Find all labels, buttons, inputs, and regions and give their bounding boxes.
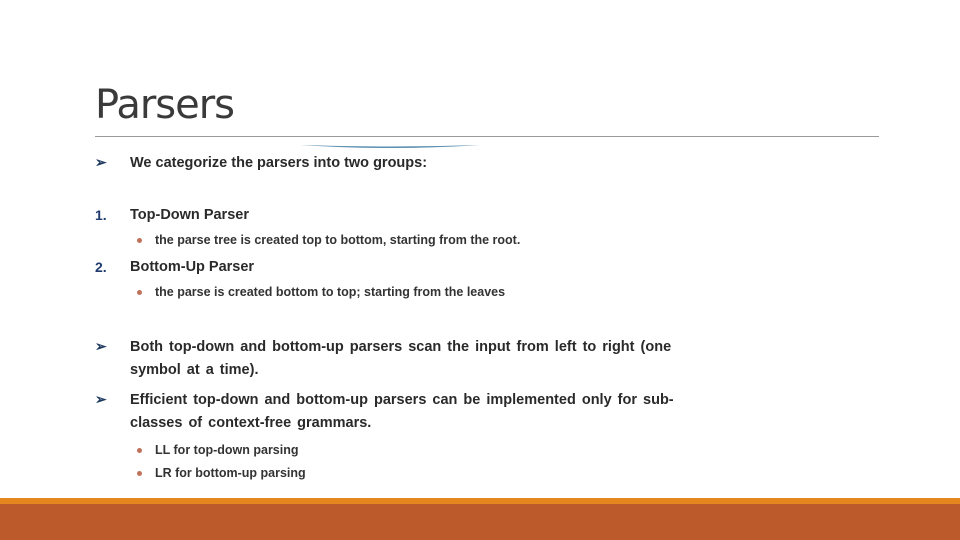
subitem-lr: LR for bottom-up parsing (155, 466, 306, 480)
group-name-bottom-up: Bottom-Up Parser (130, 259, 255, 275)
group-detail-bottom-up: the parse is created bottom to top; starting from the leaves (155, 285, 506, 299)
bullet-dot-icon (137, 471, 142, 476)
point-efficient-parsers: Efficient top-down and bottom-up parsers can be implemented only for sub-classes of context-free grammars. (130, 392, 674, 431)
footer-bar (0, 504, 960, 540)
arrow-bullet-icon: ➢ (95, 154, 107, 170)
point-scan-direction: Both top-down and bottom-up parsers scan the input from left to right (one symbol at a time). (130, 339, 672, 378)
bullet-dot-icon (137, 238, 142, 243)
arrow-bullet-icon: ➢ (95, 338, 107, 354)
group-name-top-down: Top-Down Parser (130, 207, 249, 223)
arrow-bullet-icon: ➢ (95, 391, 107, 407)
group-number: 1. (95, 207, 107, 223)
intro-text: We categorize the parsers into two groups: (130, 155, 428, 171)
title-divider (95, 136, 879, 137)
group-detail-top-down: the parse tree is created top to bottom, starting from the root. (155, 233, 521, 247)
group-number: 2. (95, 259, 107, 275)
bullet-dot-icon (137, 448, 142, 453)
bullet-dot-icon (137, 290, 142, 295)
subitem-ll: LL for top-down parsing (155, 443, 299, 457)
decorative-swoosh (300, 143, 480, 151)
slide-title: Parsers (95, 82, 235, 128)
